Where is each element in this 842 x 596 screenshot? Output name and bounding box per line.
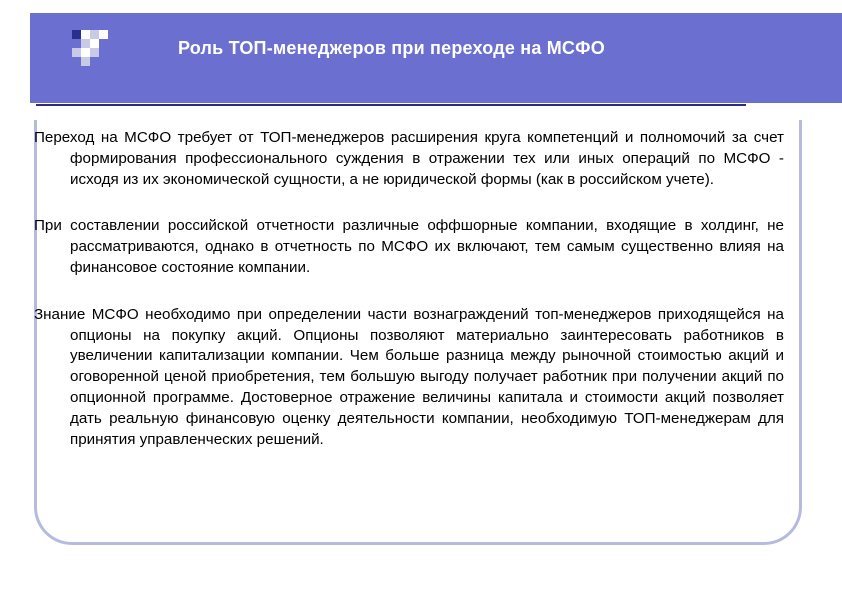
- paragraph-options: Знание МСФО необходимо при определении части вознаграждений топ-менеджеров приходящейся на опционы на покупку акций. Опционы позволяют материально заинтересовать работников в увеличении капитализации компании. Чем больше разница между рыночной стоимостью акций и оговоренной ценой приобретения, тем большую выгоду получает работник при получении акций по опционной программе. Достоверное отражение величины капитала и стоимости акций позволяет дать реальную финансовую оценку деятельности компании, необходимую ТОП-менеджерам для принятия управленческих решений.: [34, 305, 784, 448]
- slide-logo-icon: [72, 30, 108, 66]
- title-underline: [36, 104, 746, 106]
- slide-body: [34, 128, 784, 476]
- paragraph-offshore: При составлении российской отчетности различные оффшорные компании, входящие в холдинг, не рассматриваются, однако в отчетность по МСФО их включают, тем самым существенно влияя на финансовое состояние компании.: [34, 217, 784, 276]
- paragraph-competencies: Переход на МСФО требует от ТОП-менеджеров расширения круга компетенций и полномочий за счет формирования профессионального суждения в отражении тех или иных операций по МСФО - исходя из их экономической сущности, а не юридической формы (как в российском учете).: [34, 129, 784, 188]
- slide-title: Роль ТОП-менеджеров при переходе на МСФО: [178, 38, 605, 58]
